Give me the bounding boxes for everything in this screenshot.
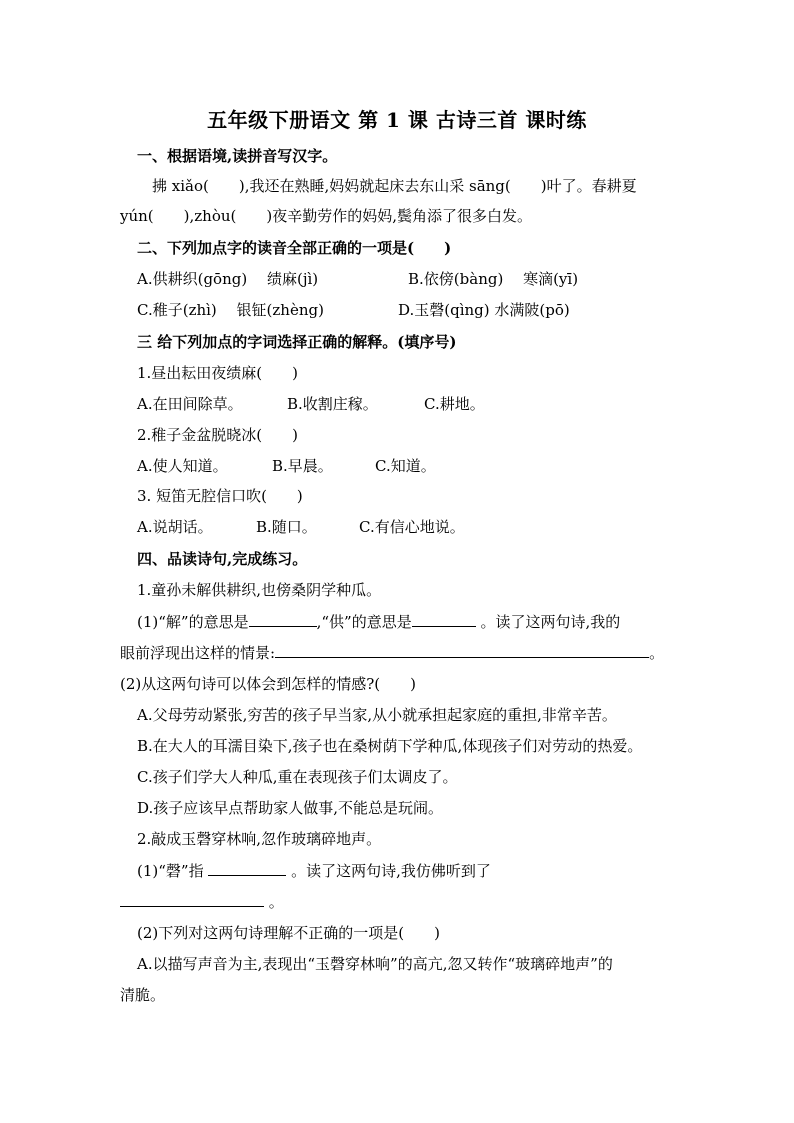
answer-blank-long[interactable]: [275, 642, 649, 658]
question-3-3-option-c: C.有信心地说。: [359, 518, 465, 536]
answer-blank[interactable]: [120, 891, 264, 907]
question-3-1-option-b: B.收割庄稼。: [287, 395, 378, 413]
section-3-heading: 三 给下列加点的字词选择正确的解释。(填序号): [137, 333, 457, 351]
question-4-1-1-part-b: ,“供”的意思是: [316, 613, 412, 631]
answer-blank[interactable]: [208, 860, 286, 876]
question-4-2-1-part-b: 。读了这两句诗,我仿佛听到了: [291, 862, 491, 880]
question-4-1-1-part-d: 眼前浮现出这样的情景:: [120, 644, 276, 662]
poem-line-1: 1.童孙未解供耕织,也傍桑阴学种瓜。: [137, 581, 382, 599]
question-4-1-1-continued: [120, 642, 664, 663]
poem-line-2: 2.敲成玉磬穿林响,忽作玻璃碎地声。: [137, 830, 382, 848]
period: 。: [649, 644, 665, 662]
option-a: A.供耕织(gōng) 绩麻(jì): [137, 270, 319, 288]
section-1-heading: 一、根据语境,读拼音写汉字。: [137, 147, 338, 165]
question-4-1-1-part-a: (1)“解”的意思是: [137, 613, 249, 631]
question-4-1-1: [137, 611, 620, 632]
question-3-2-option-c: C.知道。: [375, 457, 436, 475]
page-title: 五年级下册语文 第 1 课 古诗三首 课时练: [207, 108, 587, 132]
section-2-heading: 二、下列加点字的读音全部正确的一项是( ): [137, 239, 452, 257]
question-4-1-1-part-c: 。读了这两句诗,我的: [480, 613, 621, 631]
question-4-1-2-option-b: B.在大人的耳濡目染下,孩子也在桑树荫下学种瓜,体现孩子们对劳动的热爱。: [137, 737, 643, 755]
question-3-3-option-b: B.随口。: [256, 518, 317, 536]
question-3-1-option-c: C.耕地。: [424, 395, 485, 413]
question-3-2: 2.稚子金盆脱晓冰( ): [137, 426, 299, 444]
option-b: B.依傍(bàng) 寒滴(yī): [408, 270, 579, 288]
question-3-1: 1.昼出耘田夜绩麻( ): [137, 364, 299, 382]
question-3-3: 3. 短笛无腔信口吹( ): [137, 487, 303, 505]
section-1-line-1: 拂 xiǎo( ),我还在熟睡,妈妈就起床去东山采 sāng( )叶了。春耕夏: [152, 177, 637, 195]
question-3-2-option-b: B.早晨。: [272, 457, 333, 475]
question-4-2-1-part-a: (1)“磬”指: [137, 862, 204, 880]
question-3-2-option-a: A.使人知道。: [137, 457, 228, 475]
section-1-line-2: yún( ),zhòu( )夜辛勤劳作的妈妈,鬓角添了很多白发。: [120, 207, 532, 225]
question-4-1-2: (2)从这两句诗可以体会到怎样的情感?( ): [120, 675, 416, 693]
question-4-2-1-continued: [120, 891, 284, 912]
question-4-2-2: (2)下列对这两句诗理解不正确的一项是( ): [137, 924, 440, 942]
question-4-2-1: [137, 860, 491, 881]
question-3-1-option-a: A.在田间除草。: [137, 395, 243, 413]
section-4-heading: 四、品读诗句,完成练习。: [137, 550, 308, 568]
question-4-1-2-option-d: D.孩子应该早点帮助家人做事,不能总是玩闹。: [137, 799, 444, 817]
period: 。: [268, 893, 284, 911]
option-d: D.玉磬(qìng) 水满陂(pō): [398, 301, 570, 319]
answer-blank[interactable]: [412, 611, 476, 627]
option-c: C.稚子(zhì) 银钲(zhèng): [137, 301, 324, 319]
question-4-1-2-option-a: A.父母劳动紧张,穷苦的孩子早当家,从小就承担起家庭的重担,非常辛苦。: [137, 706, 617, 724]
answer-blank[interactable]: [249, 611, 317, 627]
question-3-3-option-a: A.说胡话。: [137, 518, 213, 536]
question-4-2-2-option-a: A.以描写声音为主,表现出“玉磬穿林响”的高亢,忽又转作“玻璃碎地声”的: [137, 955, 613, 973]
question-4-2-2-option-a-continued: 清脆。: [120, 986, 166, 1004]
question-4-1-2-option-c: C.孩子们学大人种瓜,重在表现孩子们太调皮了。: [137, 768, 458, 786]
